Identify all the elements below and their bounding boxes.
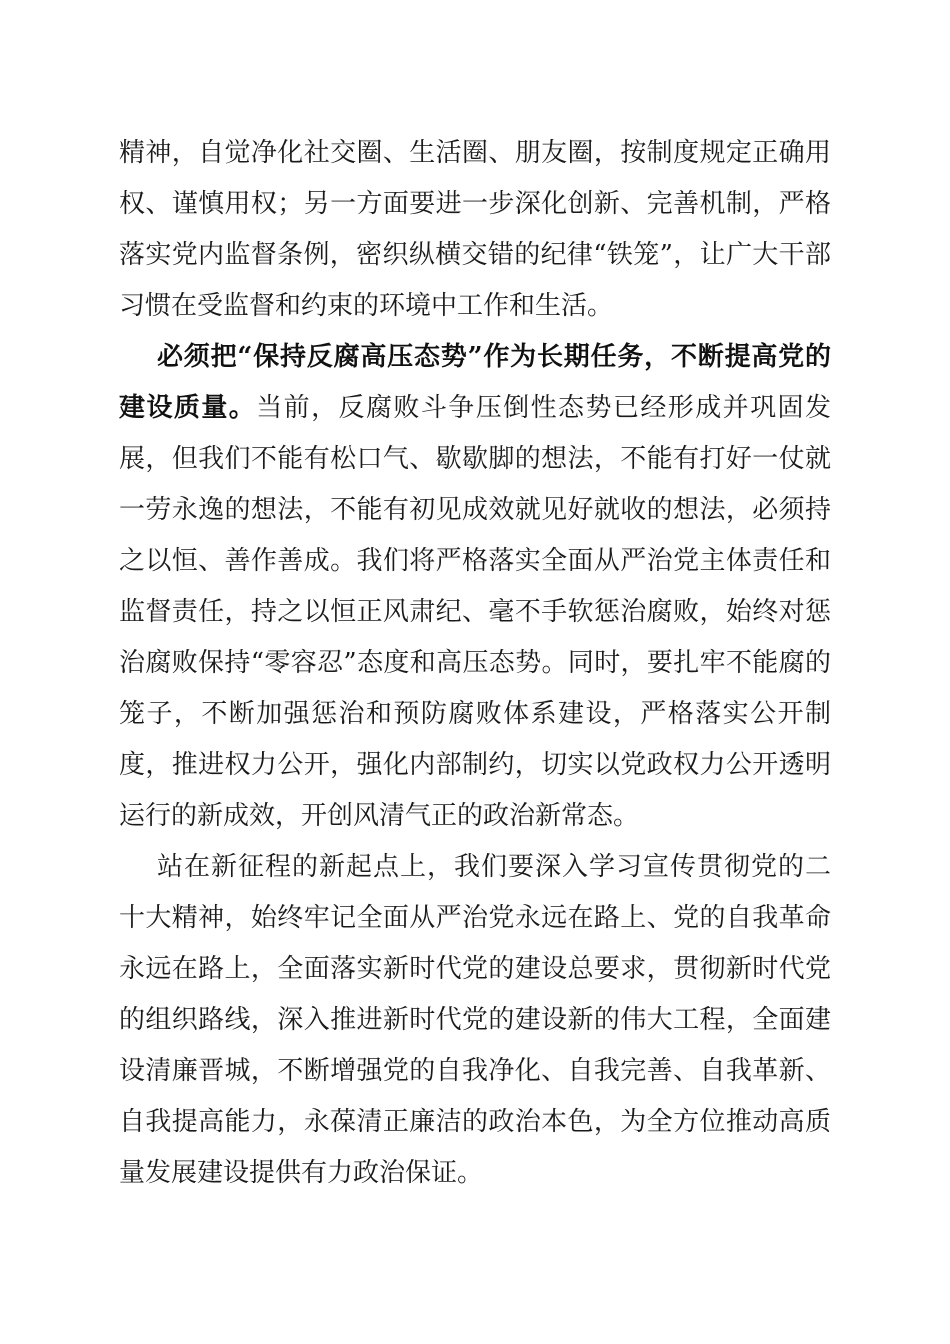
paragraph-text: 站在新征程的新起点上，我们要深入学习宣传贯彻党的二十大精神，始终牢记全面从严治党永远在路上、党的自我革命永远在路上，全面落实新时代党的建设总要求，贯彻新时代党的组织路线，深入推进新时代党的建设新的伟大工程，全面建设清廉晋城，不断增强党的自我净化、自我完善、自我革新、自我提高能力，永葆清正廉洁的政治本色，为全方位推动高质量发展建设提供有力政治保证。 xyxy=(119,852,831,1188)
paragraph-text: 精神，自觉净化社交圈、生活圈、朋友圈，按制度规定正确用权、谨慎用权；另一方面要进一步深化创新、完善机制，严格落实党内监督条例，密织纵横交错的纪律“铁笼”，让广大干部习惯在受监督和约束的环境中工作和生活。 xyxy=(119,138,831,321)
paragraph-conclusion xyxy=(119,842,831,1199)
paragraph-lead-heading: 必须把“保持反腐高压态势”作为长期任务，不断提高党的建设质量。 xyxy=(119,342,831,423)
paragraph-anti-corruption xyxy=(119,332,831,842)
document-body xyxy=(119,128,831,1199)
paragraph-text: 当前，反腐败斗争压倒性态势已经形成并巩固发展，但我们不能有松口气、歇歇脚的想法，不能有打好一仗就一劳永逸的想法，不能有初见成效就见好就收的想法，必须持之以恒、善作善成。我们将严格落实全面从严治党主体责任和监督责任，持之以恒正风肃纪、毫不手软惩治腐败，始终对惩治腐败保持“零容忍”态度和高压态势。同时，要扎牢不能腐的笼子，不断加强惩治和预防腐败体系建设，严格落实公开制度，推进权力公开，强化内部制约，切实以党政权力公开透明运行的新成效，开创风清气正的政治新常态。 xyxy=(119,393,831,831)
paragraph-continuation xyxy=(119,128,831,332)
